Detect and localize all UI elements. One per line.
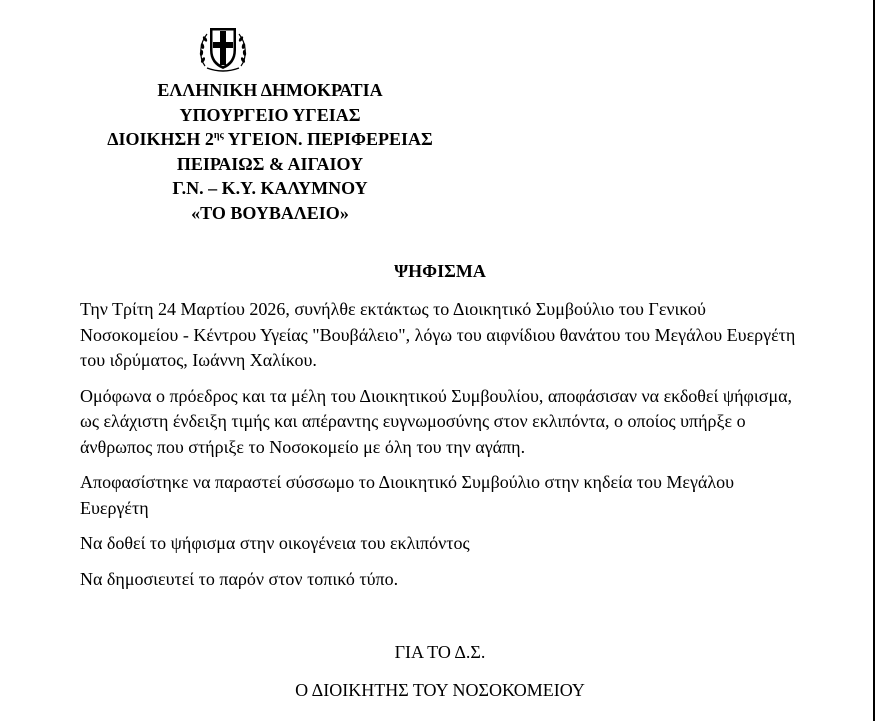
paragraph: Ομόφωνα ο πρόεδρος και τα μέλη του Διοικητικού Συμβουλίου, αποφάσισαν να εκδοθεί ψήφισμα, ως ελάχιστη ένδειξη τιμής και απέραντης ευγνωμοσύνης στον εκλιπόντα, ο οποίος υπήρξε ο άνθρωπος που στήριξε το Νοσοκομείο με όλη του την αγάπη. <box>80 385 793 457</box>
greek-coat-of-arms-icon <box>195 22 251 76</box>
header-hospital-name: «ΤΟ ΒΟΥΒΑΛΕΙΟ» <box>191 202 349 223</box>
document-title: ΨΗΦΙΣΜΑ <box>394 261 486 281</box>
header-health-region-sup: ης <box>213 130 224 141</box>
header-country: ΕΛΛΗΝΙΚΗ ΔΗΜΟΚΡΑΤΙΑ <box>157 80 383 100</box>
paragraph: Να δημοσιευτεί το παρόν στον τοπικό τύπο. <box>80 568 399 589</box>
header-health-region-pre: ΔΙΟΙΚΗΣΗ 2 <box>107 129 214 149</box>
paragraph: Να δοθεί το ψήφισμα στην οικογένεια του εκλιπόντος <box>80 533 470 553</box>
issuer-header <box>60 78 480 225</box>
document-body <box>80 297 800 602</box>
header-hospital: Γ.Ν. – Κ.Υ. ΚΑΛΥΜΝΟΥ <box>172 178 368 198</box>
header-health-region-post: ΥΓΕΙΟΝ. ΠΕΡΙΦΕΡΕΙΑΣ <box>223 129 433 149</box>
paragraph: Την Τρίτη 24 Μαρτίου 2026, συνήλθε εκτάκτως το Διοικητικό Συμβούλιο του Γενικού Νοσοκομείου - Κέντρου Υγείας "Βουβάλειο", λόγω του αιφνίδιου θανάτου του Μεγάλου Ευεργέτη του ιδρύματος, Ιωάννη Χαλίκου. <box>80 299 796 370</box>
header-ministry: ΥΠΟΥΡΓΕΙΟ ΥΓΕΙΑΣ <box>179 104 361 125</box>
paragraph: Αποφασίστηκε να παραστεί σύσσωμο το Διοικητικό Συμβούλιο στην κηδεία του Μεγάλου Ευεργέτη <box>80 472 735 518</box>
signoff-board: ΓΙΑ ΤΟ Δ.Σ. <box>394 642 486 662</box>
header-health-region <box>60 127 480 152</box>
signoff-director: Ο ΔΙΟΙΚΗΤΗΣ ΤΟΥ ΝΟΣΟΚΟΜΕΙΟΥ <box>295 680 585 700</box>
header-region-name: ΠΕΙΡΑΙΩΣ & ΑΙΓΑΙΟΥ <box>176 153 364 174</box>
